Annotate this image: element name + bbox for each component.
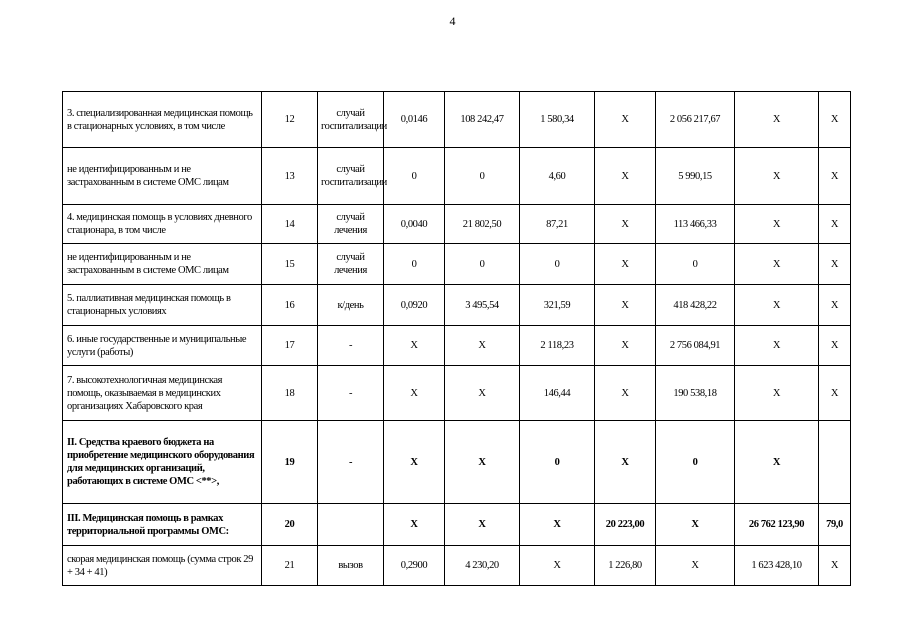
cell-percent: X (819, 92, 851, 148)
row-number: 20 (262, 504, 318, 546)
cell-percent: X (819, 244, 851, 285)
cell-percent: X (819, 546, 851, 586)
cell-percent: X (819, 366, 851, 421)
cell-oms-per-capita: 1 226,80 (595, 546, 656, 586)
cell-cost-per-unit: X (445, 504, 520, 546)
cell-oms-per-capita: X (595, 205, 656, 244)
cell-cost-per-unit: 3 495,54 (445, 285, 520, 326)
row-number: 17 (262, 326, 318, 366)
row-unit: - (318, 421, 384, 504)
row-number: 12 (262, 92, 318, 148)
row-unit: случай лечения (318, 205, 384, 244)
table-row (63, 205, 851, 244)
row-number: 18 (262, 366, 318, 421)
row-unit: случай лечения (318, 244, 384, 285)
cell-budget-per-capita: 321,59 (520, 285, 595, 326)
table-row (63, 285, 851, 326)
cell-volume-norm: 0,0146 (384, 92, 445, 148)
cell-budget-per-capita: X (520, 546, 595, 586)
row-unit: случай госпитализации (318, 92, 384, 148)
cell-oms-total: X (735, 285, 819, 326)
cell-percent: X (819, 148, 851, 205)
cell-oms-per-capita: 20 223,00 (595, 504, 656, 546)
cell-oms-total: X (735, 205, 819, 244)
cell-budget-total: 2 056 217,67 (656, 92, 735, 148)
row-unit: вызов (318, 546, 384, 586)
cell-oms-total: X (735, 244, 819, 285)
cell-volume-norm: 0 (384, 148, 445, 205)
row-name: 5. паллиативная медицинская помощь в стационарных условиях (63, 285, 262, 326)
page-number: 4 (449, 14, 456, 28)
row-name: 7. высокотехнологичная медицинская помощь, оказываемая в медицинских организациях Хабаровского края (63, 366, 262, 421)
cell-budget-total: 190 538,18 (656, 366, 735, 421)
cell-oms-per-capita: X (595, 148, 656, 205)
row-name: 3. специализированная медицинская помощь в стационарных условиях, в том числе (63, 92, 262, 148)
table-row (63, 504, 851, 546)
cell-cost-per-unit: 4 230,20 (445, 546, 520, 586)
cell-oms-total: X (735, 366, 819, 421)
cell-oms-per-capita: X (595, 285, 656, 326)
row-number: 19 (262, 421, 318, 504)
cell-volume-norm: 0,0920 (384, 285, 445, 326)
financing-table (62, 91, 851, 586)
cell-budget-total: 2 756 084,91 (656, 326, 735, 366)
row-name: II. Средства краевого бюджета на приобретение медицинского оборудования для медицинских организаций, работающих в системе ОМС <**>, (63, 421, 262, 504)
row-name: 6. иные государственные и муниципальные услуги (работы) (63, 326, 262, 366)
cell-budget-total: 0 (656, 421, 735, 504)
row-name: скорая медицинская помощь (сумма строк 29 + 34 + 41) (63, 546, 262, 586)
row-number: 21 (262, 546, 318, 586)
cell-oms-per-capita: X (595, 421, 656, 504)
cell-budget-total: 0 (656, 244, 735, 285)
cell-cost-per-unit: 108 242,47 (445, 92, 520, 148)
row-number: 15 (262, 244, 318, 285)
cell-percent: X (819, 205, 851, 244)
cell-volume-norm: X (384, 504, 445, 546)
table-row (63, 244, 851, 285)
cell-budget-per-capita: 4,60 (520, 148, 595, 205)
cell-cost-per-unit: X (445, 326, 520, 366)
cell-oms-per-capita: X (595, 366, 656, 421)
row-number: 13 (262, 148, 318, 205)
cell-budget-per-capita: 2 118,23 (520, 326, 595, 366)
table-row (63, 366, 851, 421)
cell-cost-per-unit: 0 (445, 148, 520, 205)
row-unit: - (318, 326, 384, 366)
cell-budget-per-capita: 1 580,34 (520, 92, 595, 148)
row-name: не идентифицированным и не застрахованным в системе ОМС лицам (63, 148, 262, 205)
cell-volume-norm: X (384, 366, 445, 421)
cell-volume-norm: 0,2900 (384, 546, 445, 586)
table-row (63, 148, 851, 205)
cell-volume-norm: 0,0040 (384, 205, 445, 244)
cell-budget-total: 418 428,22 (656, 285, 735, 326)
row-unit: - (318, 366, 384, 421)
cell-budget-total: 5 990,15 (656, 148, 735, 205)
cell-cost-per-unit: X (445, 366, 520, 421)
table-row (63, 92, 851, 148)
row-unit: случай госпитализации (318, 148, 384, 205)
cell-volume-norm: 0 (384, 244, 445, 285)
cell-budget-per-capita: X (520, 504, 595, 546)
cell-percent (819, 421, 851, 504)
cell-cost-per-unit: 21 802,50 (445, 205, 520, 244)
cell-oms-per-capita: X (595, 326, 656, 366)
cell-oms-total: X (735, 421, 819, 504)
row-number: 14 (262, 205, 318, 244)
cell-budget-total: X (656, 504, 735, 546)
cell-cost-per-unit: X (445, 421, 520, 504)
cell-budget-total: 113 466,33 (656, 205, 735, 244)
cell-oms-total: 26 762 123,90 (735, 504, 819, 546)
table-row (63, 421, 851, 504)
cell-oms-total: X (735, 326, 819, 366)
cell-percent: X (819, 285, 851, 326)
cell-budget-per-capita: 0 (520, 421, 595, 504)
cell-budget-per-capita: 146,44 (520, 366, 595, 421)
row-number: 16 (262, 285, 318, 326)
cell-volume-norm: X (384, 326, 445, 366)
row-name: III. Медицинская помощь в рамках территориальной программы ОМС: (63, 504, 262, 546)
cell-oms-per-capita: X (595, 244, 656, 285)
cell-percent: 79,0 (819, 504, 851, 546)
table-row (63, 326, 851, 366)
row-unit: к/день (318, 285, 384, 326)
row-name: 4. медицинская помощь в условиях дневного стационара, в том числе (63, 205, 262, 244)
cell-oms-per-capita: X (595, 92, 656, 148)
row-name: не идентифицированным и не застрахованным в системе ОМС лицам (63, 244, 262, 285)
cell-cost-per-unit: 0 (445, 244, 520, 285)
row-unit (318, 504, 384, 546)
cell-oms-total: X (735, 92, 819, 148)
cell-percent: X (819, 326, 851, 366)
cell-budget-per-capita: 0 (520, 244, 595, 285)
cell-volume-norm: X (384, 421, 445, 504)
cell-budget-total: X (656, 546, 735, 586)
cell-oms-total: 1 623 428,10 (735, 546, 819, 586)
table-row (63, 546, 851, 586)
cell-budget-per-capita: 87,21 (520, 205, 595, 244)
cell-oms-total: X (735, 148, 819, 205)
